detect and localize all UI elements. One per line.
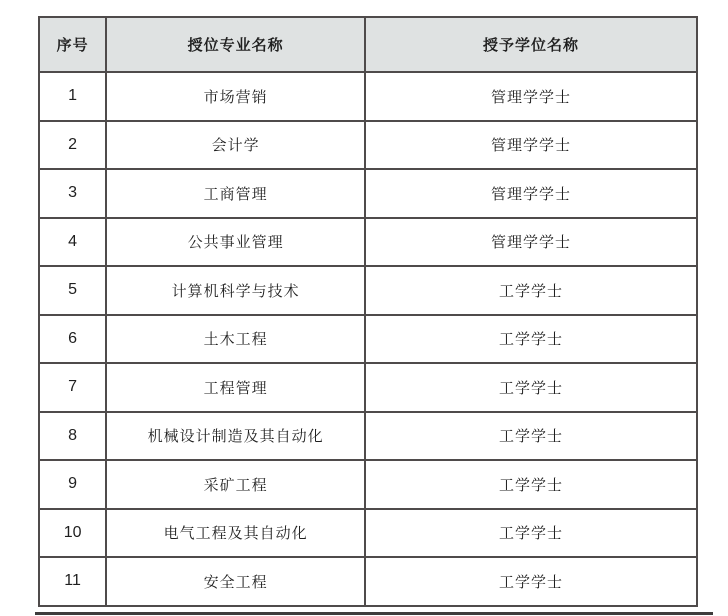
table-row bbox=[39, 218, 697, 267]
table-row bbox=[39, 266, 697, 315]
table-cell-index: 3 bbox=[39, 169, 106, 218]
table-row bbox=[39, 412, 697, 461]
table-row bbox=[39, 121, 697, 170]
table-cell-degree: 工学学士 bbox=[365, 363, 697, 412]
table-cell-major: 采矿工程 bbox=[106, 460, 365, 509]
table-cell-major: 会计学 bbox=[106, 121, 365, 170]
table-cell-major: 计算机科学与技术 bbox=[106, 266, 365, 315]
table-cell-degree: 工学学士 bbox=[365, 412, 697, 461]
table-cell-index: 11 bbox=[39, 557, 106, 606]
table-row bbox=[39, 315, 697, 364]
header-row bbox=[39, 17, 697, 72]
table-row bbox=[39, 72, 697, 121]
table-cell-major: 土木工程 bbox=[106, 315, 365, 364]
table-cell-degree: 工学学士 bbox=[365, 557, 697, 606]
table-cell-degree: 工学学士 bbox=[365, 315, 697, 364]
table-cell-degree: 管理学学士 bbox=[365, 218, 697, 267]
table-cell-degree: 管理学学士 bbox=[365, 169, 697, 218]
table-cell-major: 安全工程 bbox=[106, 557, 365, 606]
table-cell-degree: 管理学学士 bbox=[365, 121, 697, 170]
header-cell-index: 序号 bbox=[39, 17, 106, 72]
table-cell-degree: 工学学士 bbox=[365, 460, 697, 509]
table-row bbox=[39, 557, 697, 606]
table-cell-index: 8 bbox=[39, 412, 106, 461]
table-row bbox=[39, 169, 697, 218]
table-cell-major: 工商管理 bbox=[106, 169, 365, 218]
table-row bbox=[39, 363, 697, 412]
table-cell-major: 机械设计制造及其自动化 bbox=[106, 412, 365, 461]
table-cell-major: 电气工程及其自动化 bbox=[106, 509, 365, 558]
degree-table bbox=[38, 16, 698, 607]
table-cell-index: 7 bbox=[39, 363, 106, 412]
table-body bbox=[39, 72, 697, 606]
table-cell-index: 6 bbox=[39, 315, 106, 364]
table-cell-index: 10 bbox=[39, 509, 106, 558]
table-cell-index: 4 bbox=[39, 218, 106, 267]
table-cell-index: 2 bbox=[39, 121, 106, 170]
header-cell-major: 授位专业名称 bbox=[106, 17, 365, 72]
table-cell-major: 市场营销 bbox=[106, 72, 365, 121]
table-row bbox=[39, 460, 697, 509]
table-cell-major: 公共事业管理 bbox=[106, 218, 365, 267]
table-cell-index: 5 bbox=[39, 266, 106, 315]
table-row bbox=[39, 509, 697, 558]
table-cell-degree: 工学学士 bbox=[365, 509, 697, 558]
table-cell-index: 9 bbox=[39, 460, 106, 509]
header-cell-degree: 授予学位名称 bbox=[365, 17, 697, 72]
next-table-top-border bbox=[35, 612, 713, 615]
table-cell-degree: 工学学士 bbox=[365, 266, 697, 315]
table-cell-major: 工程管理 bbox=[106, 363, 365, 412]
table-cell-degree: 管理学学士 bbox=[365, 72, 697, 121]
table-cell-index: 1 bbox=[39, 72, 106, 121]
